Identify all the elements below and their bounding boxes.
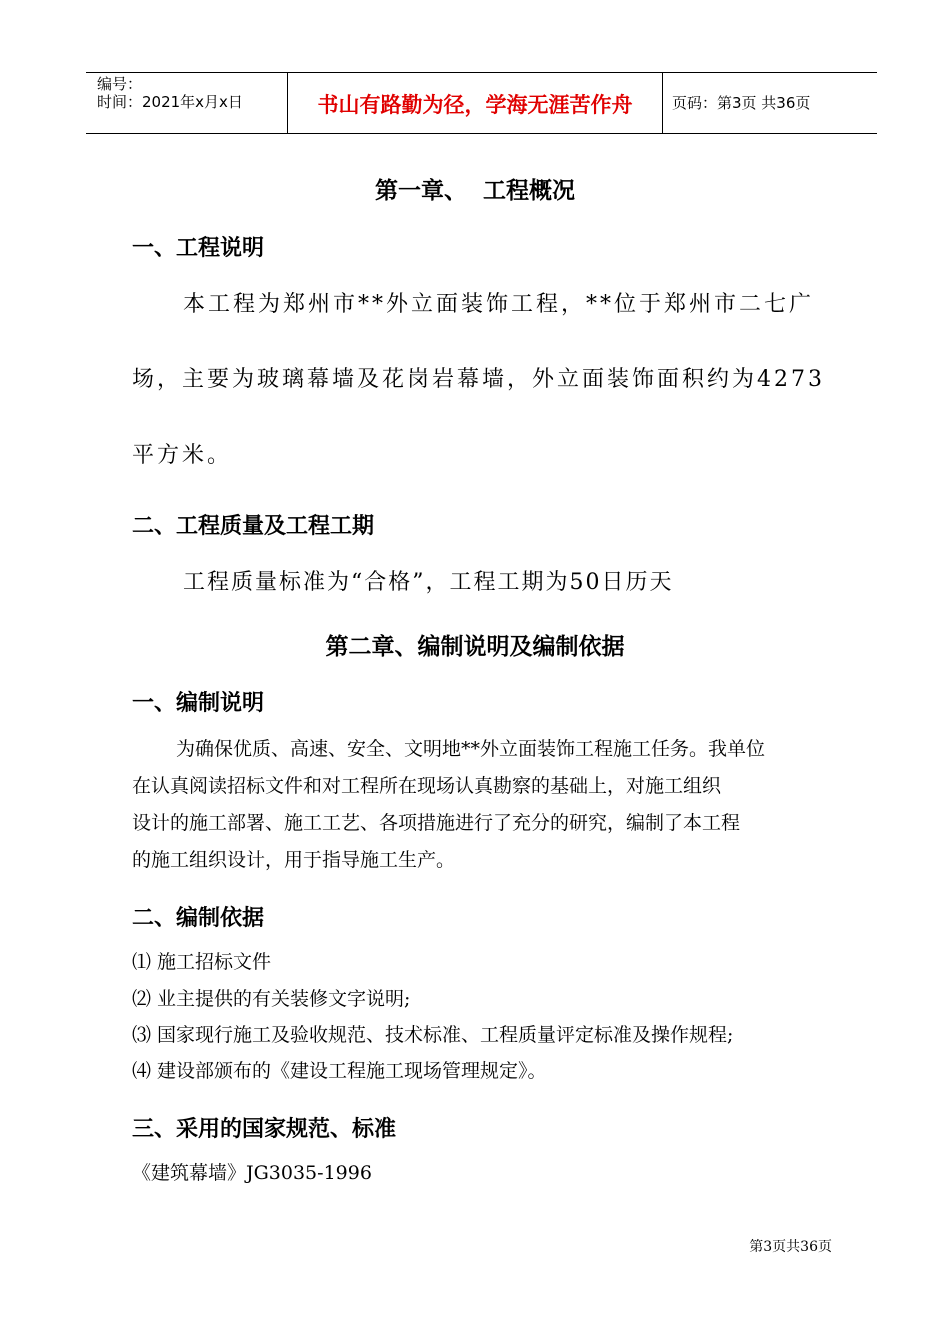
header-number-label: 编号： — [97, 75, 143, 93]
header-top-rule — [86, 72, 877, 73]
header-time-label: 时间：2021年x月x日 — [97, 93, 243, 111]
chapter1-section1-heading: 一、工程说明 — [132, 236, 265, 261]
chapter1-section1-line2: 场，主要为玻璃幕墙及花岗岩幕墙，外立面装饰面积约为4273 — [132, 367, 825, 392]
standard-item-1: 《建筑幕墙》JG3035-1996 — [132, 1162, 372, 1184]
header-motto: 书山有路勤为径，学海无涯苦作舟 — [317, 93, 633, 117]
basis-item-2: ⑵ 业主提供的有关装修文字说明; — [132, 988, 411, 1010]
chapter2-section1-line1: 为确保优质、高速、安全、文明地**外立面装饰工程施工任务。我单位 — [176, 738, 766, 760]
chapter1-section2-text: 工程质量标准为“合格”，工程工期为50日历天 — [183, 570, 674, 595]
header-page-label: 页码：第3页 共36页 — [672, 94, 811, 112]
basis-item-4: ⑷ 建设部颁布的《建设工程施工现场管理规定》。 — [132, 1060, 547, 1082]
chapter1-title: 第一章、 工程概况 — [374, 178, 575, 204]
chapter1-section2-heading: 二、工程质量及工程工期 — [132, 514, 375, 539]
chapter2-section1-line2: 在认真阅读招标文件和对工程所在现场认真勘察的基础上，对施工组织 — [132, 775, 722, 797]
header-divider-right — [662, 72, 663, 133]
chapter2-section2-heading: 二、编制依据 — [132, 906, 265, 931]
chapter2-title: 第二章、编制说明及编制依据 — [325, 634, 625, 660]
basis-item-1: ⑴ 施工招标文件 — [132, 951, 272, 973]
chapter2-section3-heading: 三、采用的国家规范、标准 — [132, 1117, 397, 1142]
basis-item-3: ⑶ 国家现行施工及验收规范、技术标准、工程质量评定标准及操作规程; — [132, 1024, 734, 1046]
footer-page-number: 第3页共36页 — [749, 1239, 832, 1255]
chapter2-section1-line4: 的施工组织设计，用于指导施工生产。 — [132, 849, 456, 871]
chapter2-section1-line3: 设计的施工部署、施工工艺、各项措施进行了充分的研究，编制了本工程 — [132, 812, 741, 834]
chapter1-section1-line1: 本工程为郑州市**外立面装饰工程，**位于郑州市二七广 — [183, 292, 815, 317]
header-bottom-rule — [86, 133, 877, 134]
chapter1-section1-line3: 平方米。 — [132, 443, 233, 468]
chapter2-section1-heading: 一、编制说明 — [132, 691, 265, 716]
